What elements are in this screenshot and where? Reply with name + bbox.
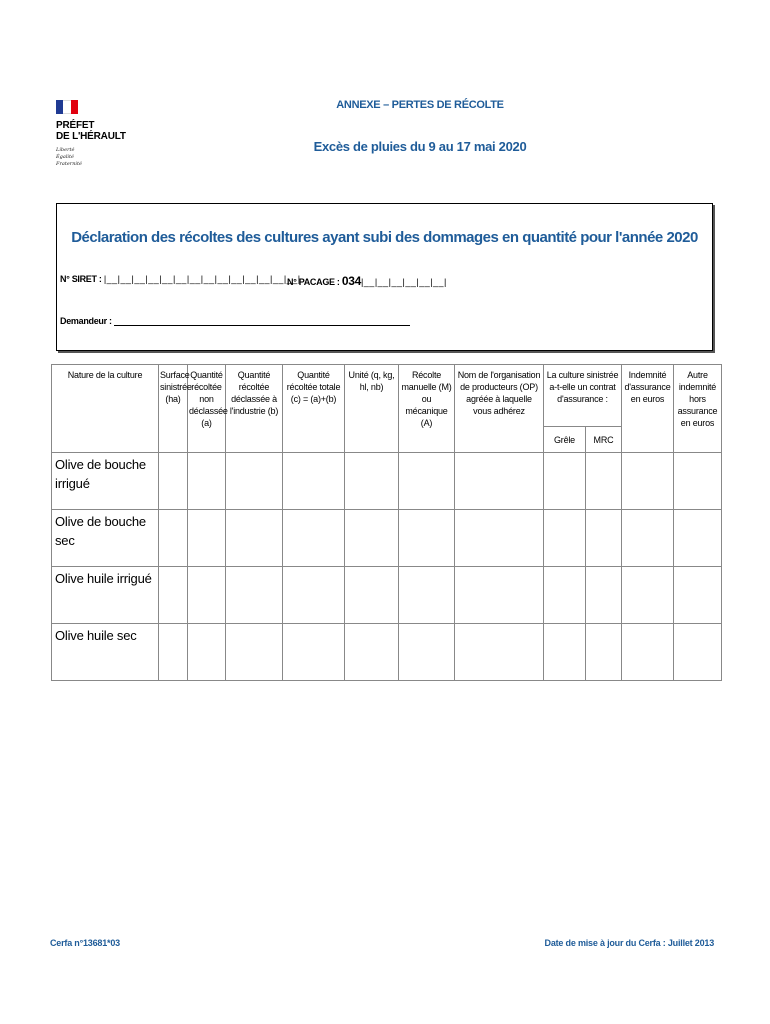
cerfa-number: Cerfa n°13681*03 bbox=[50, 938, 120, 948]
input-cell[interactable] bbox=[159, 567, 188, 624]
logo-line-2: DE L'HÉRAULT bbox=[56, 131, 126, 142]
input-cell[interactable] bbox=[455, 567, 544, 624]
header-qty-declassee: Quantité récoltée déclassée à l'industrie (b) bbox=[226, 365, 283, 453]
input-cell[interactable] bbox=[159, 510, 188, 567]
motto-line-3: Fraternité bbox=[56, 161, 82, 167]
input-cell[interactable] bbox=[226, 624, 283, 681]
input-cell[interactable] bbox=[399, 624, 455, 681]
header-assurance: La culture sinistrée a-t-elle un contrat d'assurance : bbox=[544, 365, 622, 427]
input-cell[interactable] bbox=[586, 510, 622, 567]
input-cell[interactable] bbox=[586, 567, 622, 624]
header-recolte: Récolte manuelle (M) ou mécanique (A) bbox=[399, 365, 455, 453]
input-cell[interactable] bbox=[674, 624, 722, 681]
input-cell[interactable] bbox=[399, 453, 455, 510]
motto-line-1: Liberté bbox=[56, 147, 75, 153]
input-cell[interactable] bbox=[283, 510, 345, 567]
header-culture: Nature de la culture bbox=[52, 365, 159, 453]
input-cell[interactable] bbox=[455, 453, 544, 510]
header-organisation: Nom de l'organisation de producteurs (OP) agréée à laquelle vous adhérez bbox=[455, 365, 544, 453]
input-cell[interactable] bbox=[188, 624, 226, 681]
prefecture-logo bbox=[56, 100, 126, 168]
culture-cell: Olive huile sec bbox=[52, 624, 159, 681]
siret-label: N° SIRET : bbox=[60, 274, 102, 284]
input-cell[interactable] bbox=[399, 510, 455, 567]
declaration-box bbox=[56, 203, 713, 351]
input-cell[interactable] bbox=[544, 567, 586, 624]
header-qty-totale: Quantité récoltée totale (c) = (a)+(b) bbox=[283, 365, 345, 453]
input-cell[interactable] bbox=[345, 567, 399, 624]
header-unite: Unité (q, kg, hl, nb) bbox=[345, 365, 399, 453]
input-cell[interactable] bbox=[345, 624, 399, 681]
input-cell[interactable] bbox=[188, 453, 226, 510]
table-row bbox=[52, 567, 722, 624]
input-cell[interactable] bbox=[283, 567, 345, 624]
header-grele: Grêle bbox=[544, 427, 586, 453]
input-cell[interactable] bbox=[188, 567, 226, 624]
input-cell[interactable] bbox=[544, 510, 586, 567]
input-cell[interactable] bbox=[674, 453, 722, 510]
culture-table bbox=[51, 364, 722, 681]
annex-title: ANNEXE – PERTES DE RÉCOLTE bbox=[336, 99, 504, 111]
table-row bbox=[52, 624, 722, 681]
table-row bbox=[52, 453, 722, 510]
input-cell[interactable] bbox=[283, 624, 345, 681]
header-mrc: MRC bbox=[586, 427, 622, 453]
input-cell[interactable] bbox=[226, 567, 283, 624]
table-row bbox=[52, 510, 722, 567]
input-cell[interactable] bbox=[674, 567, 722, 624]
input-cell[interactable] bbox=[622, 453, 674, 510]
input-cell[interactable] bbox=[283, 453, 345, 510]
siret-field[interactable] bbox=[60, 274, 301, 284]
culture-cell: Olive de bouche irrigué bbox=[52, 453, 159, 510]
culture-cell: Olive huile irrigué bbox=[52, 567, 159, 624]
pacage-field[interactable] bbox=[287, 274, 447, 288]
header-qty-non-declassee: Quantité récoltée non déclassée (a) bbox=[188, 365, 226, 453]
header-row bbox=[52, 365, 722, 427]
input-cell[interactable] bbox=[226, 510, 283, 567]
header-indemnite-assurance: Indemnité d'assurance en euros bbox=[622, 365, 674, 453]
input-cell[interactable] bbox=[226, 453, 283, 510]
input-cell[interactable] bbox=[399, 567, 455, 624]
input-cell[interactable] bbox=[345, 453, 399, 510]
input-cell[interactable] bbox=[544, 624, 586, 681]
annex-subtitle: Excès de pluies du 9 au 17 mai 2020 bbox=[313, 139, 527, 154]
input-cell[interactable] bbox=[544, 453, 586, 510]
input-cell[interactable] bbox=[455, 624, 544, 681]
input-cell[interactable] bbox=[159, 624, 188, 681]
input-cell[interactable] bbox=[674, 510, 722, 567]
input-cell[interactable] bbox=[586, 453, 622, 510]
demandeur-input-line[interactable] bbox=[114, 316, 410, 326]
french-flag-icon bbox=[56, 100, 78, 114]
culture-cell: Olive de bouche sec bbox=[52, 510, 159, 567]
declaration-title: Déclaration des récoltes des cultures ayant subi des dommages en quantité pour l'année 2020 bbox=[71, 229, 698, 246]
input-cell[interactable] bbox=[622, 624, 674, 681]
motto-line-2: Égalité bbox=[56, 154, 74, 160]
header-surface: Surface sinistrée (ha) bbox=[159, 365, 188, 453]
demandeur-label: Demandeur : bbox=[60, 316, 112, 326]
demandeur-field[interactable] bbox=[60, 316, 410, 326]
input-cell[interactable] bbox=[159, 453, 188, 510]
header-autre-indemnite: Autre indemnité hors assurance en euros bbox=[674, 365, 722, 453]
logo-line-1: PRÉFET bbox=[56, 120, 95, 131]
cerfa-update-date: Date de mise à jour du Cerfa : Juillet 2013 bbox=[544, 938, 714, 948]
input-cell[interactable] bbox=[586, 624, 622, 681]
pacage-label: N° PACAGE : bbox=[287, 277, 340, 287]
input-cell[interactable] bbox=[622, 567, 674, 624]
input-cell[interactable] bbox=[345, 510, 399, 567]
pacage-code: 034 bbox=[341, 274, 361, 288]
input-cell[interactable] bbox=[188, 510, 226, 567]
pacage-slots[interactable]: |__|__|__|__|__|__| bbox=[360, 277, 447, 287]
siret-slots[interactable]: |__|__|__|__|__|__|__|__|__|__|__|__|__|__| bbox=[103, 274, 301, 284]
motto bbox=[56, 147, 126, 168]
input-cell[interactable] bbox=[622, 510, 674, 567]
input-cell[interactable] bbox=[455, 510, 544, 567]
